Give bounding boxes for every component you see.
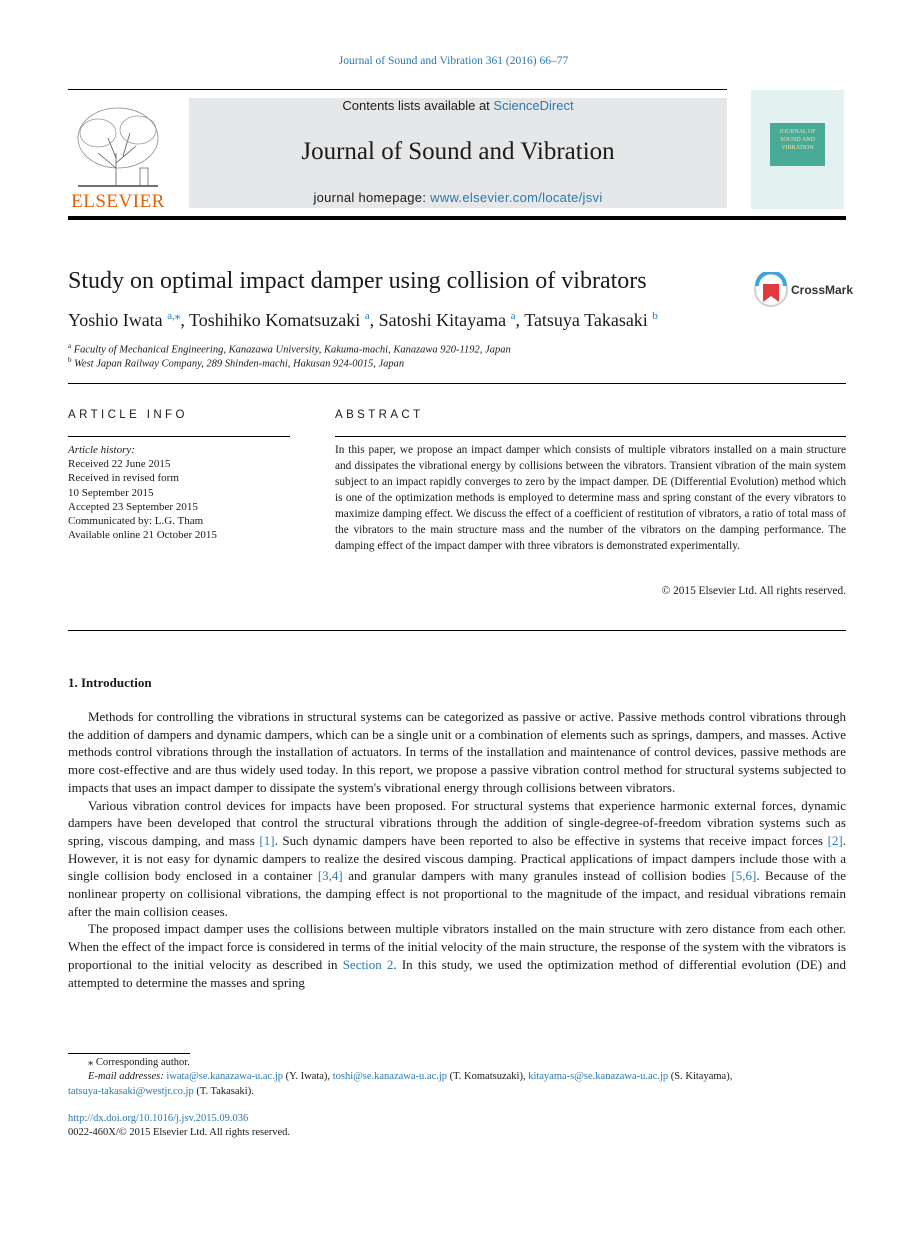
email-link[interactable]: iwata@se.kanazawa-u.ac.jp [166, 1071, 284, 1083]
author-name[interactable]: Toshihiko Komatsuzaki [189, 310, 361, 330]
crossmark-label[interactable]: CrossMark [791, 283, 854, 297]
citation-link[interactable]: [5,6] [731, 868, 757, 884]
corresponding-author-note: ⁎ Corresponding author. [88, 1057, 190, 1068]
text-run: . In this study, we used the optimization method of differential evolution (DE) and attempted to determine the masses and spring [68, 956, 847, 990]
paragraph-2 [68, 797, 846, 921]
abstract-rule [335, 436, 846, 437]
author-affil-mark[interactable]: a,⁎ [167, 310, 181, 322]
abstract-bottom-rule [68, 630, 846, 631]
citation-link[interactable]: [2] [827, 832, 843, 848]
introduction-body [68, 708, 846, 991]
abstract-copyright: © 2015 Elsevier Ltd. All rights reserved. [661, 585, 846, 597]
text-run: and granular dampers with many granules instead of collision bodies [342, 868, 732, 884]
author-affil-mark[interactable]: a [510, 310, 516, 322]
email-owner: (S. Kitayama), [668, 1071, 733, 1083]
paragraph-3 [68, 920, 846, 991]
text-run: Various vibration control devices for impacts have been proposed. For structural systems that experience harmonic external forces, dynamic dampers have been developed that control the structural vibrations through the addition of single-degree-of-freedom vibration systems such as spring, viscous damping, and mass [68, 797, 846, 848]
article-title: Study on optimal impact damper using collision of vibrators [68, 268, 647, 294]
doi-link[interactable]: http://dx.doi.org/10.1016/j.jsv.2015.09.036 [68, 1113, 249, 1124]
citation-link[interactable]: [3,4] [317, 868, 343, 884]
history-item: Received in revised form [68, 472, 179, 485]
article-history [68, 443, 298, 542]
email-link[interactable]: tatsuya-takasaki@westjr.co.jp [68, 1085, 194, 1097]
section-heading-introduction: 1. Introduction [68, 675, 152, 690]
email-continued [68, 1085, 846, 1099]
citation-link[interactable]: [1] [259, 832, 275, 848]
text-run: . However, it is not easy for dynamic dampers to realize the desired viscous damping. Practical applications of impact dampers include those with a single collision body enclosed in a container [68, 832, 846, 884]
author-name[interactable]: Yoshio Iwata [68, 310, 163, 330]
contents-line [189, 98, 727, 113]
homepage-link[interactable]: www.elsevier.com/locate/jsvi [430, 190, 603, 205]
email-label: E-mail addresses: [88, 1071, 167, 1083]
header-rule [68, 89, 727, 90]
email-owner: (T. Takasaki). [193, 1085, 254, 1097]
history-item: Accepted 23 September 2015 [68, 500, 198, 513]
doi-block [68, 1112, 290, 1141]
sciencedirect-link[interactable]: ScienceDirect [493, 98, 574, 113]
author-list: Yoshio Iwata $^{a,⁎}$, Toshihiko Komatsuzaki $^a$, Satoshi Kitayama $^a$, Tatsuya Takasaki $^b$ [68, 310, 658, 330]
author-name[interactable]: Tatsuya Takasaki [524, 310, 648, 330]
affiliation-mark: a [68, 342, 72, 350]
history-label: Article history: [68, 444, 135, 456]
history-item: Available online 21 October 2015 [68, 529, 217, 542]
author-affil-mark[interactable]: b [652, 310, 658, 322]
section-link[interactable]: Section 2 [342, 956, 394, 972]
affiliation-text: West Japan Railway Company, 289 Shinden-machi, Hakusan 924-0015, Japan [74, 358, 405, 370]
affiliation-a [68, 342, 511, 356]
text-run: . Such dynamic dampers have been reported to also be effective in systems that receive impact forces [274, 832, 828, 848]
email-addresses [68, 1070, 846, 1084]
cover-title: JOURNAL OF SOUND AND VIBRATION [779, 129, 816, 151]
paragraph-1: Methods for controlling the vibrations in structural systems can be categorized as passive or active. Passive methods control vibrations through the addition of dampers and dynamic dampers, which can be a single unit or a combination of elements such as springs, dampers, and masses. Active methods control vibrations through the installation of actuators. In terms of the installation and maintenance of control devices, passive methods are more cost-effective and are thus widely used today. In this report, we propose a passive vibration control method for structural systems subjected to impacts that uses an impact damper to dissipate the system's vibrational energy through collisions between vibrators. [68, 709, 846, 795]
header-thick-rule [68, 216, 846, 220]
journal-citation[interactable]: Journal of Sound and Vibration 361 (2016) 66–77 [338, 55, 569, 67]
text-run: The proposed impact damper uses the collisions between multiple vibrators installed on the main structure with zero distance from each other. When the effect of the impact force is considered in terms of the initial velocity of the main structure, the response of the system with the vibrators is proportional to the initial velocity as described in [68, 921, 846, 972]
author-affil-mark[interactable]: a [364, 310, 370, 322]
affiliation-mark: b [68, 356, 72, 364]
affiliation-b [68, 356, 404, 370]
abstract-heading: ABSTRACT [335, 409, 424, 421]
email-link[interactable]: toshi@se.kanazawa-u.ac.jp [332, 1071, 448, 1083]
issn-copyright: 0022-460X/© 2015 Elsevier Ltd. All rights reserved. [68, 1127, 291, 1139]
elsevier-wordmark: ELSEVIER [71, 191, 165, 212]
footnote-rule [68, 1053, 190, 1054]
journal-name: Journal of Sound and Vibration [301, 138, 615, 165]
history-item: Communicated by: L.G. Tham [68, 515, 204, 528]
email-owner: (T. Komatsuzaki), [447, 1071, 529, 1083]
journal-cover-thumbnail[interactable] [751, 90, 844, 209]
article-info-heading: ARTICLE INFO [68, 409, 188, 421]
email-link[interactable]: kitayama-s@se.kanazawa-u.ac.jp [528, 1071, 669, 1083]
title-block-rule [68, 383, 846, 384]
author-name[interactable]: Satoshi Kitayama [378, 310, 507, 330]
text-run: . Because of the nonlinear property on collisional vibrations, the damping effect is not proportional to the magnitude of the impact, and residual vibrations remain after the main collision ceases. [68, 868, 846, 919]
history-item: Received 22 June 2015 [68, 458, 171, 471]
contents-prefix: Contents lists available at [342, 98, 494, 113]
article-info-rule [68, 436, 290, 437]
homepage-line [189, 190, 727, 205]
footnotes [68, 1056, 846, 1099]
affiliation-text: Faculty of Mechanical Engineering, Kanazawa University, Kakuma-machi, Kanazawa 920-1192, Japan [73, 344, 511, 356]
history-item: 10 September 2015 [68, 486, 154, 499]
homepage-prefix: journal homepage: [313, 190, 431, 205]
email-owner: (Y. Iwata), [283, 1071, 333, 1083]
abstract-text: In this paper, we propose an impact damper which consists of multiple vibrators installed on a main structure and dissipates the vibrational energy by collisions between the vibrators. Transient vibration of the main system subject to an impact rapidly converges to zero by the impact damper. DE (Differential Evolution) method which is one of the optimization methods is employed to determine mass and spring constant of the every vibrators to maximize damping effect. We discuss the effect of a coefficient of restitution of vibrators, a ratio of total mass of the vibrators to the main structure mass and the number of the vibrators on the damping performance. The damping effect of the impact damper with three vibrators is demonstrated experimentally. [335, 444, 846, 552]
